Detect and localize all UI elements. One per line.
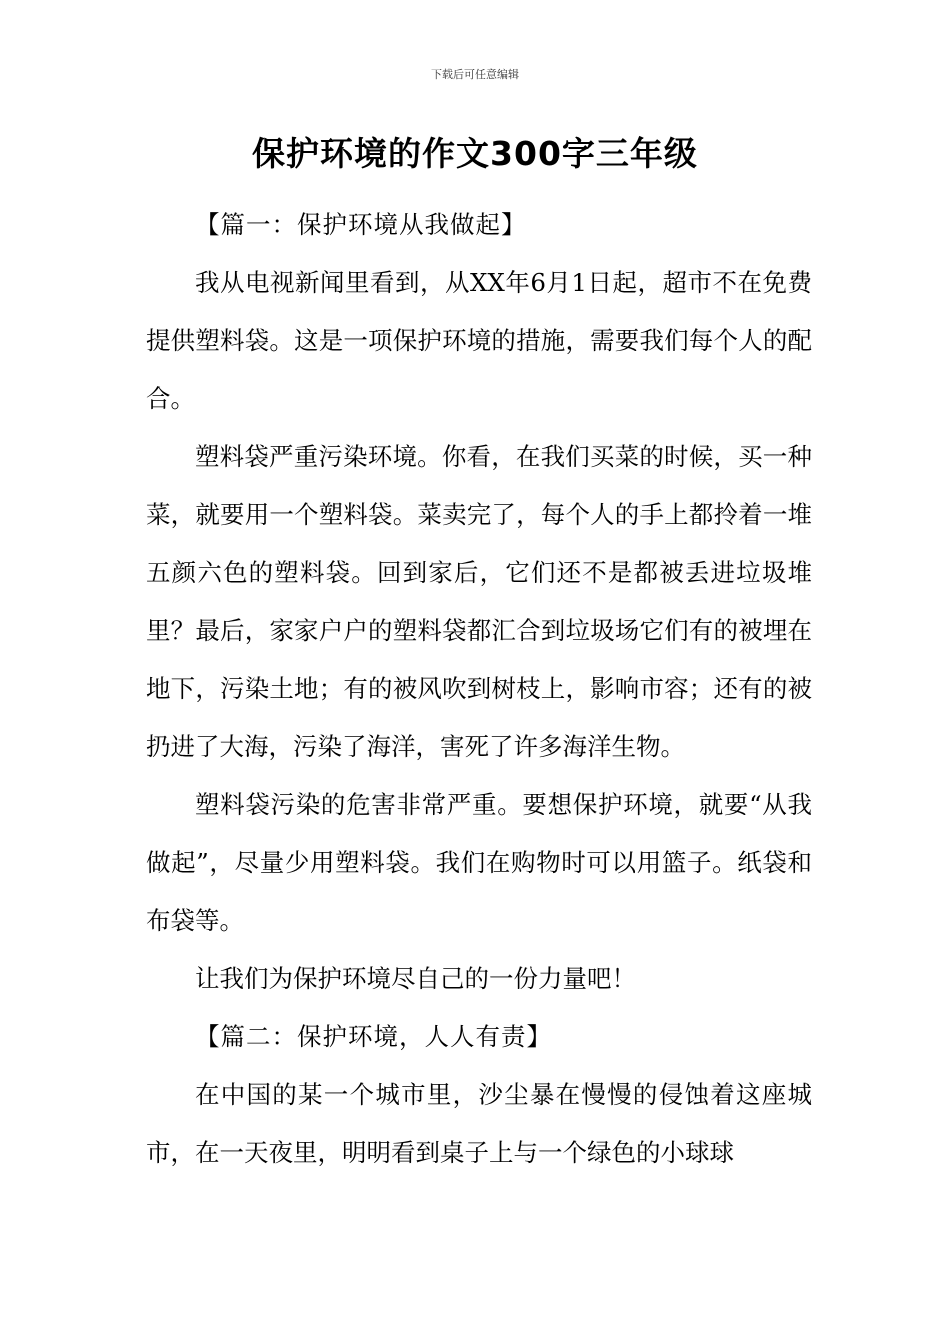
paragraph-3: 塑料袋污染的危害非常严重。要想保护环境，就要“从我做起”，尽量少用塑料袋。我们在购物时可以用篮子。纸袋和布袋等。 (146, 790, 812, 935)
paragraph-5: 在中国的某一个城市里，沙尘暴在慢慢的侵蚀着这座城市，在一天夜里，明明看到桌子上与一个绿色的小球球 (146, 1080, 812, 1167)
paragraph-2: 塑料袋严重污染环境。你看，在我们买菜的时候，买一种菜，就要用一个塑料袋。菜卖完了，每个人的手上都拎着一堆五颜六色的塑料袋。回到家后，它们还不是都被丢进垃圾堆里？最后，家家户户的塑料袋都汇合到垃圾场它们有的被埋在地下，污染土地；有的被风吹到树枝上，影响市容；还有的被扔进了大海，污染了海洋，害死了许多海洋生物。 (146, 442, 812, 761)
section-heading-2: 【篇二：保护环境，人人有责】 (195, 1022, 552, 1051)
paragraph-1: 我从电视新闻里看到，从XX年6月1日起，超市不在免费提供塑料袋。这是一项保护环境的措施，需要我们每个人的配合。 (146, 268, 812, 413)
section-heading-1: 【篇一：保护环境从我做起】 (195, 210, 527, 239)
document-title: 保护环境的作文300字三年级 (252, 134, 698, 173)
paragraph-4: 让我们为保护环境尽自己的一份力量吧！ (195, 964, 636, 993)
document-body (146, 196, 812, 1182)
header-note: 下载后可任意编辑 (431, 68, 519, 81)
